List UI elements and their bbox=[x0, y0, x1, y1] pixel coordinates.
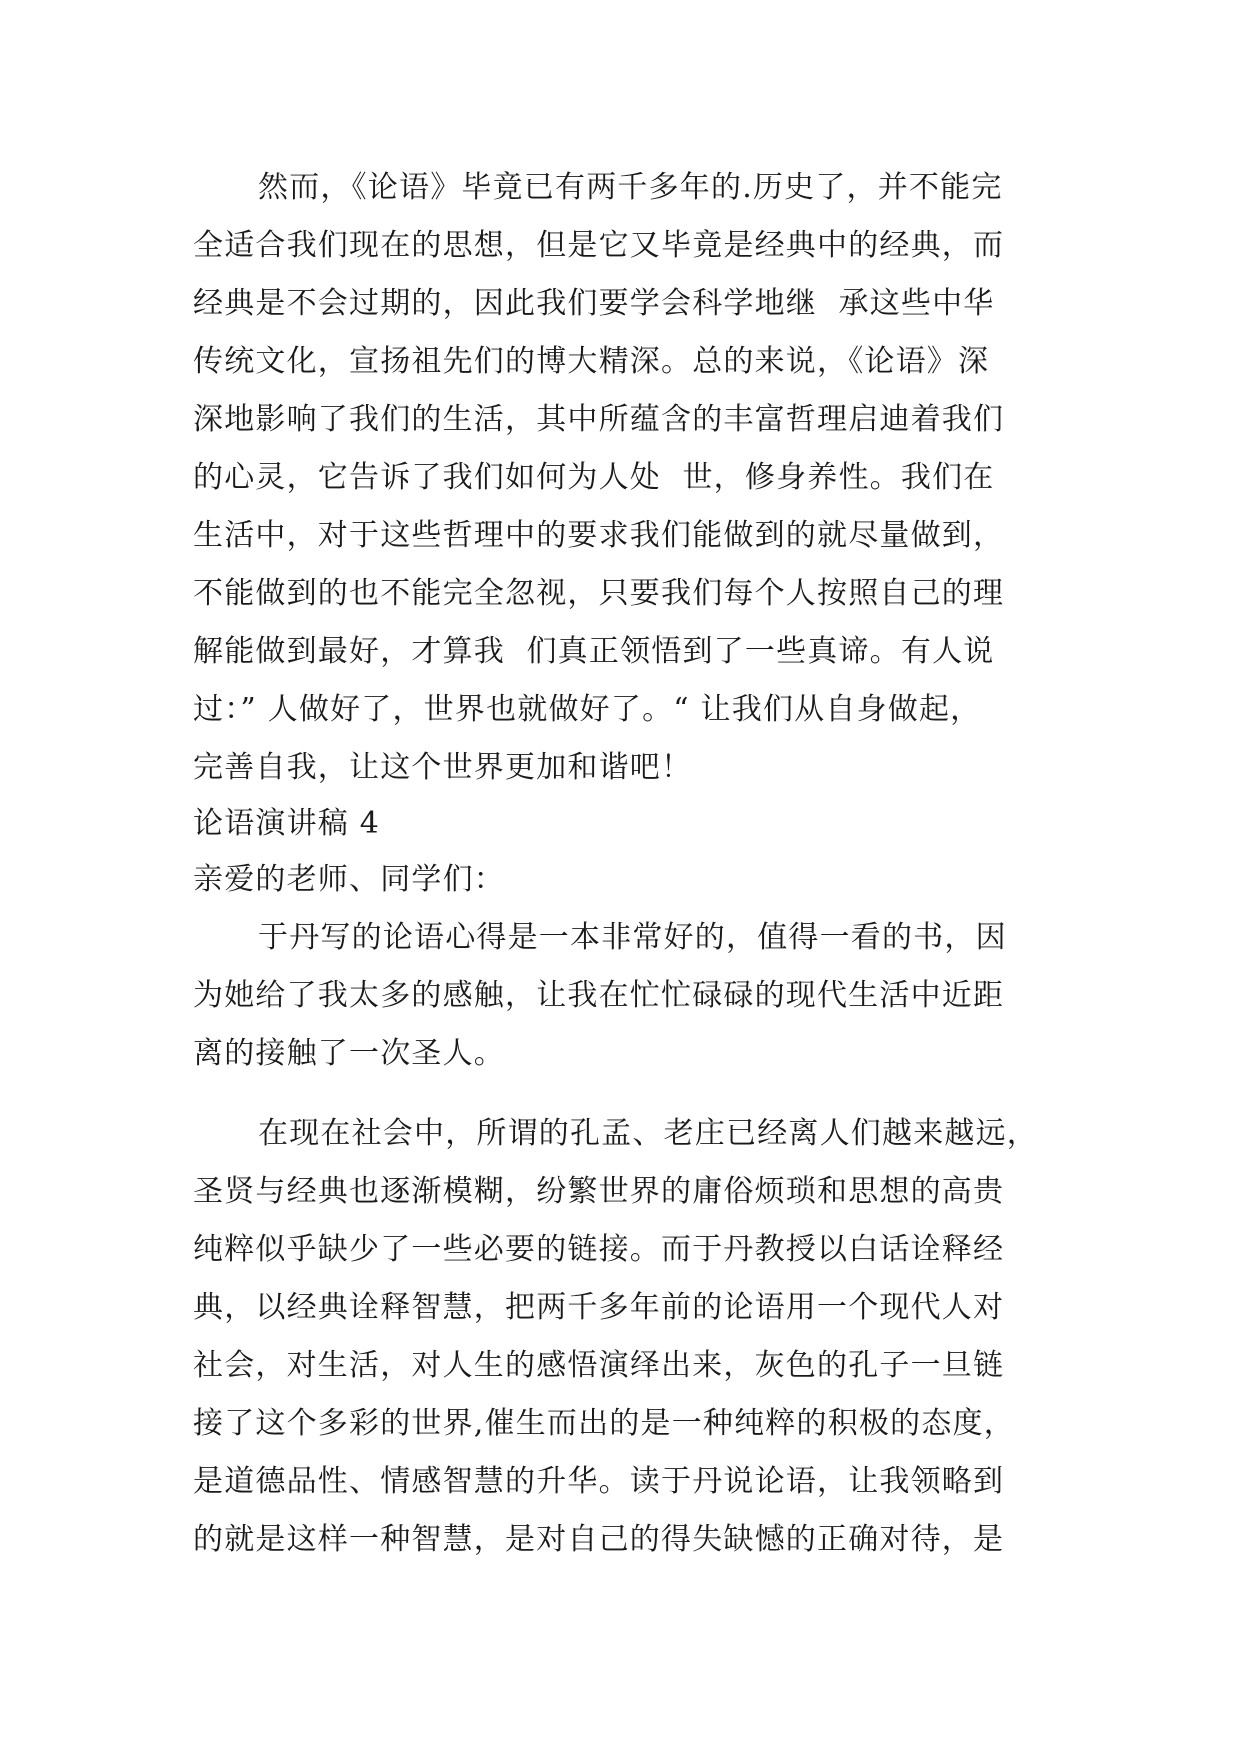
paragraph-3-line: 的就是这样一种智慧，是对自己的得失缺憾的正确对待，是 bbox=[193, 1522, 1005, 1557]
paragraph-1-line: 完善自我，让这个世界更加和谐吧！ bbox=[193, 750, 693, 785]
paragraph-1-line: 经典是不会过期的，因此我们要学会科学地继 承这些中华 bbox=[193, 286, 995, 321]
section-title: 论语演讲稿 4 bbox=[193, 806, 381, 841]
paragraph-2-line: 于丹写的论语心得是一本非常好的，值得一看的书，因 bbox=[258, 920, 1007, 955]
paragraph-2-line: 为她给了我太多的感触，让我在忙忙碌碌的现代生活中近距 bbox=[193, 978, 1005, 1013]
paragraph-1-line: 过：” 人做好了，世界也就做好了。“ 让我们从自身做起， bbox=[193, 692, 982, 727]
paragraph-2-line: 离的接触了一次圣人。 bbox=[193, 1036, 505, 1071]
paragraph-3-line: 是道德品性、情感智慧的升华。读于丹说论语，让我领略到 bbox=[193, 1464, 1005, 1499]
paragraph-1-line: 然而，《论语》毕竟已有两千多年的.历史了，并不能完 bbox=[258, 170, 1003, 205]
paragraph-1-line: 不能做到的也不能完全忽视，只要我们每个人按照自己的理 bbox=[193, 576, 1005, 611]
paragraph-1-line: 的心灵，它告诉了我们如何为人处 世，修身养性。我们在 bbox=[193, 460, 995, 495]
paragraph-3-line: 圣贤与经典也逐渐模糊，纷繁世界的庸俗烦琐和思想的高贵 bbox=[193, 1174, 1005, 1209]
paragraph-3-line: 在现在社会中，所谓的孔孟、老庄已经离人们越来越远， bbox=[258, 1116, 1038, 1151]
paragraph-1-line: 解能做到最好，才算我 们真正领悟到了一些真谛。有人说 bbox=[193, 634, 995, 669]
paragraph-3-line: 典，以经典诠释智慧，把两千多年前的论语用一个现代人对 bbox=[193, 1290, 1005, 1325]
paragraph-3-line: 接了这个多彩的世界,催生而出的是一种纯粹的积极的态度， bbox=[193, 1406, 1015, 1441]
paragraph-1-line: 生活中，对于这些哲理中的要求我们能做到的就尽量做到， bbox=[193, 518, 1005, 553]
paragraph-3-line: 社会，对生活，对人生的感悟演绎出来，灰色的孔子一旦链 bbox=[193, 1348, 1005, 1383]
paragraph-1-line: 全适合我们现在的思想，但是它又毕竟是经典中的经典，而 bbox=[193, 228, 1005, 263]
paragraph-1-line: 深地影响了我们的生活，其中所蕴含的丰富哲理启迪着我们 bbox=[193, 402, 1005, 437]
paragraph-1-line: 传统文化，宣扬祖先们的博大精深。总的来说，《论语》深 bbox=[193, 344, 990, 379]
paragraph-3-line: 纯粹似乎缺少了一些必要的链接。而于丹教授以白话诠释经 bbox=[193, 1232, 1005, 1267]
greeting: 亲爱的老师、同学们： bbox=[193, 862, 505, 897]
